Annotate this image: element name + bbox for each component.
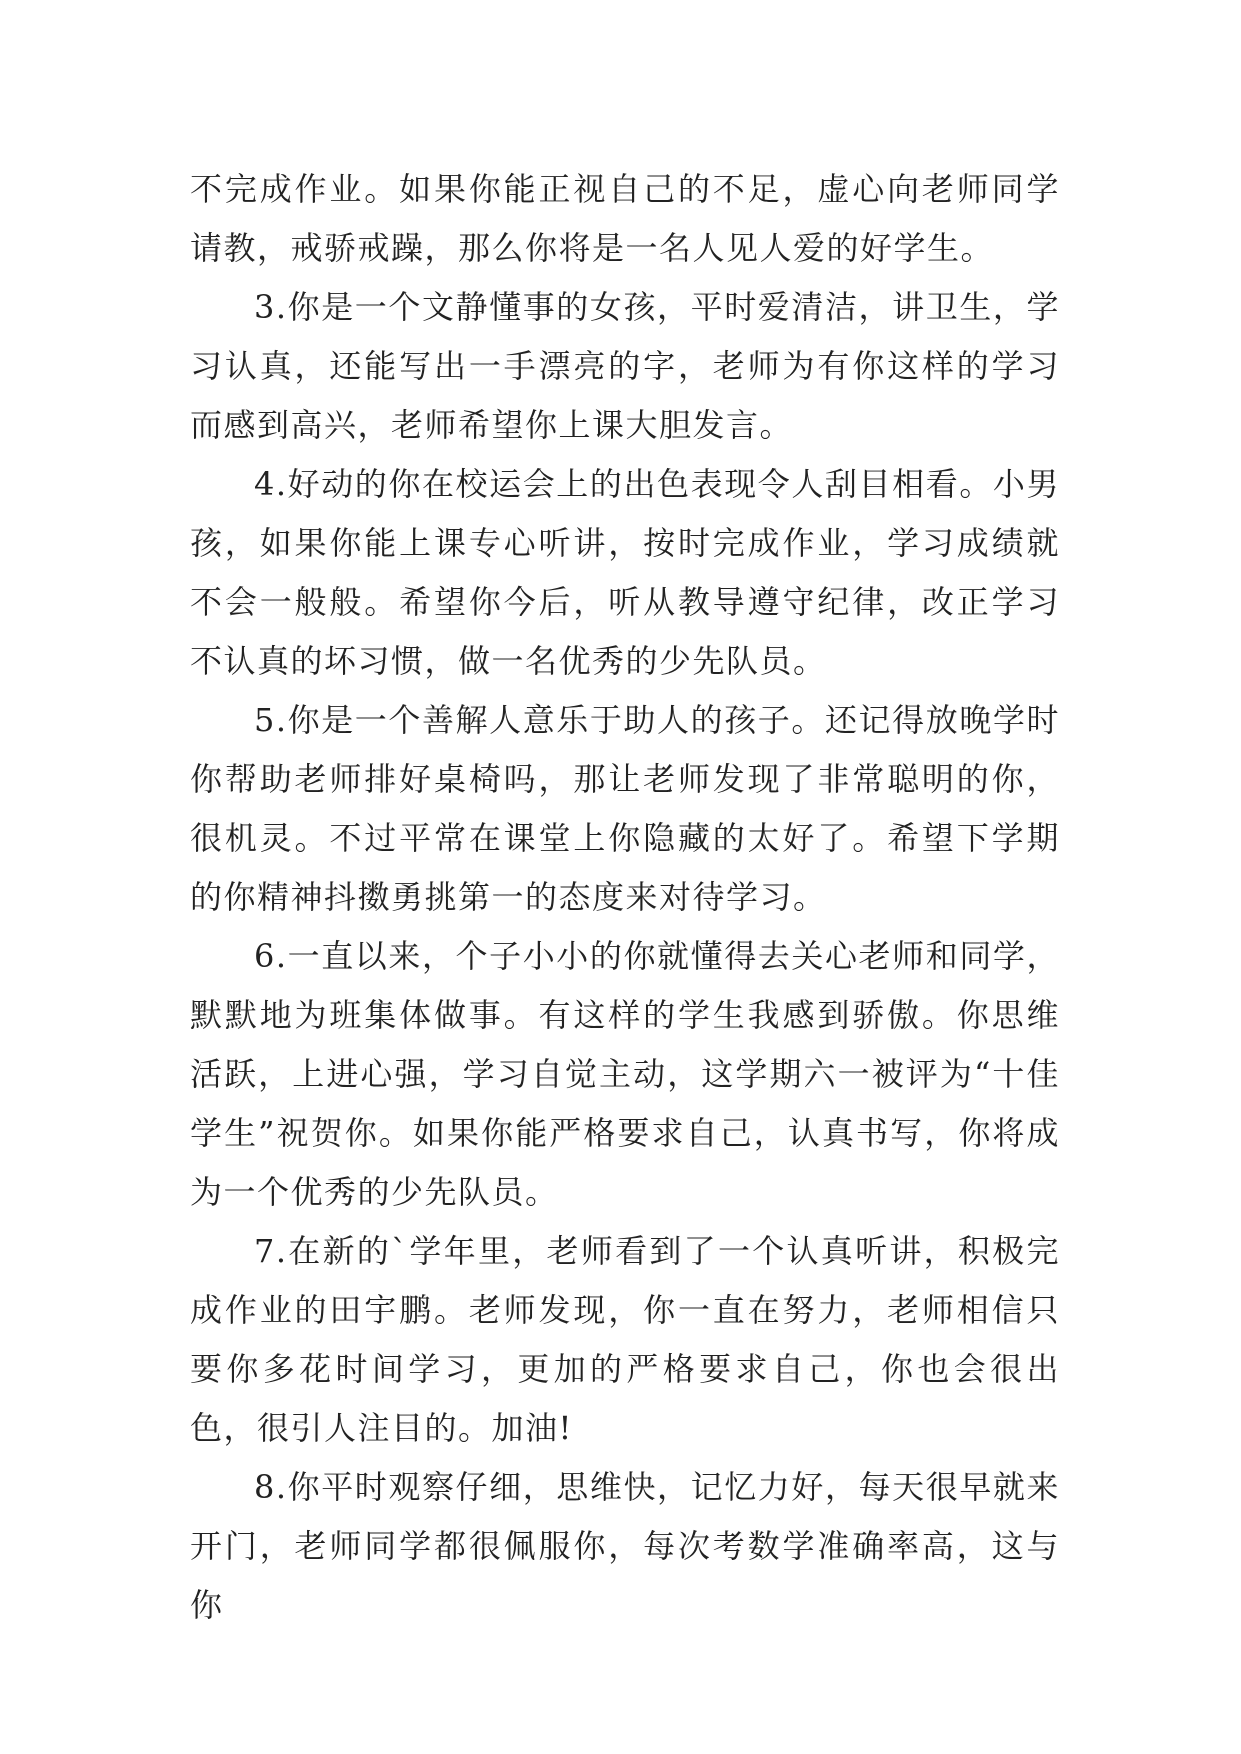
paragraph-continuation: 不完成作业。如果你能正视自己的不足，虚心向老师同学请教，戒骄戒躁，那么你将是一名人见人爱的好学生。 [190,170,1060,267]
document-body [190,160,1060,1635]
paragraph-comment-3: 3.你是一个文静懂事的女孩，平时爱清洁，讲卫生，学习认真，还能写出一手漂亮的字，老师为有你这样的学习而感到高兴，老师希望你上课大胆发言。 [190,288,1060,444]
paragraph-comment-5: 5.你是一个善解人意乐于助人的孩子。还记得放晚学时你帮助老师排好桌椅吗，那让老师发现了非常聪明的你，很机灵。不过平常在课堂上你隐藏的太好了。希望下学期的你精神抖擞勇挑第一的态度来对待学习。 [190,701,1060,916]
paragraph-comment-7: 7.在新的`学年里，老师看到了一个认真听讲，积极完成作业的田宇鹏。老师发现，你一直在努力，老师相信只要你多花时间学习，更加的严格要求自己，你也会很出色，很引人注目的。加油! [190,1232,1060,1447]
paragraph-comment-4: 4.好动的你在校运会上的出色表现令人刮目相看。小男孩，如果你能上课专心听讲，按时完成作业，学习成绩就不会一般般。希望你今后，听从教导遵守纪律，改正学习不认真的坏习惯，做一名优秀的少先队员。 [190,465,1060,680]
paragraph-comment-6: 6.一直以来，个子小小的你就懂得去关心老师和同学，默默地为班集体做事。有这样的学生我感到骄傲。你思维活跃，上进心强，学习自觉主动，这学期六一被评为“十佳学生”祝贺你。如果你能严格要求自己，认真书写，你将成为一个优秀的少先队员。 [190,937,1060,1211]
paragraph-comment-8: 8.你平时观察仔细，思维快，记忆力好，每天很早就来开门，老师同学都很佩服你，每次考数学准确率高，这与你 [190,1468,1060,1624]
